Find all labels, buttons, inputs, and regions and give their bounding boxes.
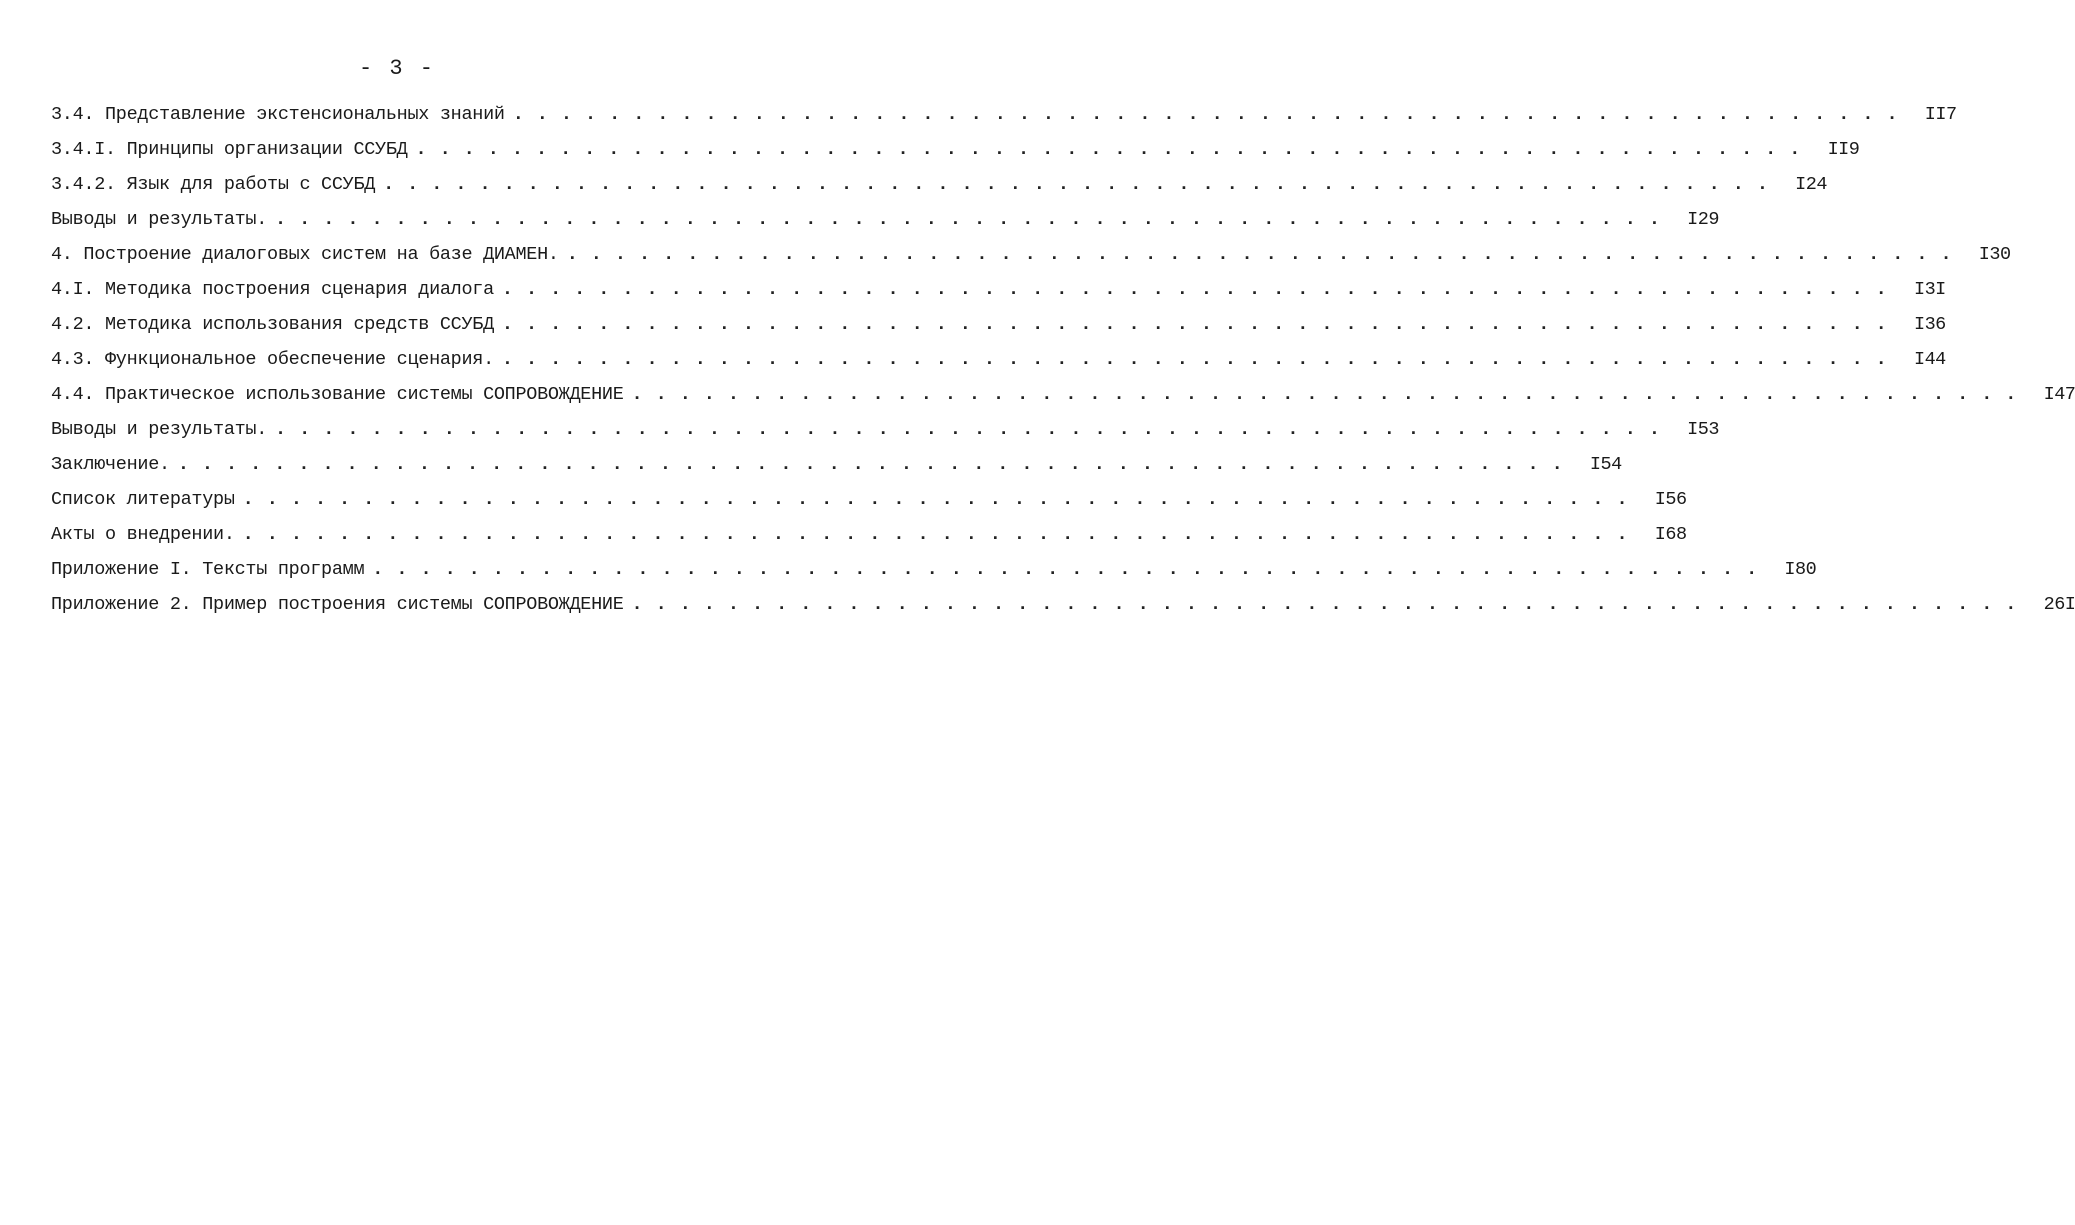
toc-entry-title: Приложение I. Тексты программ xyxy=(51,559,365,580)
toc-entry-page: 26I xyxy=(2043,594,2075,615)
toc-entry-page: I80 xyxy=(1784,559,1817,580)
toc-entry-title: 4. Построение диалоговых систем на базе ДИАМЕН. xyxy=(51,244,559,265)
toc-entry-title: Заключение. xyxy=(51,454,170,475)
toc-entry-page: I24 xyxy=(1795,174,1827,195)
toc-entry-page: I54 xyxy=(1589,454,1622,475)
toc-entry xyxy=(51,594,2075,629)
toc-entry-page: I30 xyxy=(1978,244,2011,265)
toc-entry xyxy=(51,349,1946,384)
toc-entry-title: Список литературы xyxy=(51,489,235,510)
toc-entry xyxy=(51,139,1860,174)
toc-entry xyxy=(51,244,2011,279)
toc-entry xyxy=(51,419,1719,454)
dot-leader: .......................................................... xyxy=(512,104,1911,125)
toc-entry-title: 4.3. Функциональное обеспечение сценария. xyxy=(51,349,494,370)
toc-entry-page: I44 xyxy=(1913,349,1946,370)
dot-leader: .......................................................... xyxy=(383,174,1781,195)
dot-leader: .......................................................... xyxy=(372,559,1771,580)
toc-entry xyxy=(51,384,2075,419)
toc-entry-title: Акты о внедрении. xyxy=(51,524,235,545)
dot-leader: .......................................................... xyxy=(275,419,1673,440)
dot-leader: .......................................................... xyxy=(501,314,1900,335)
dot-leader: .......................................................... xyxy=(501,279,1900,300)
toc-entry-page: I36 xyxy=(1913,314,1946,335)
dot-leader: .......................................................... xyxy=(177,454,1576,475)
toc-entry-title: 3.4.I. Принципы организации ССУБД xyxy=(51,139,408,160)
toc-entry xyxy=(51,314,1946,349)
dot-leader: .......................................................... xyxy=(242,489,1641,510)
toc-entry-title: Выводы и результаты. xyxy=(51,419,268,440)
toc-entry-page: I56 xyxy=(1654,489,1687,510)
dot-leader: .......................................................... xyxy=(501,349,1900,370)
toc-entry-page: II7 xyxy=(1924,104,1957,125)
dot-leader: .......................................................... xyxy=(566,244,1965,265)
toc-entry-title: Приложение 2. Пример построения системы СОПРОВОЖДЕНИЕ xyxy=(51,594,624,615)
toc-entry-title: 4.4. Практическое использование системы СОПРОВОЖДЕНИЕ xyxy=(51,384,624,405)
dot-leader: .......................................................... xyxy=(275,209,1673,230)
toc-entry xyxy=(51,279,1946,314)
toc-entry-page: I29 xyxy=(1687,209,1719,230)
toc-entry-title: 3.4.2. Язык для работы с ССУБД xyxy=(51,174,376,195)
dot-leader: .......................................................... xyxy=(631,384,2030,405)
toc-entry-page: I3I xyxy=(1913,279,1946,300)
dot-leader: .......................................................... xyxy=(242,524,1641,545)
toc-entry-title: 4.I. Методика построения сценария диалога xyxy=(51,279,494,300)
toc-entry-page: I68 xyxy=(1654,524,1687,545)
toc-entry xyxy=(51,209,1719,244)
dot-leader: .......................................................... xyxy=(415,139,1814,160)
toc-entry xyxy=(51,454,1622,489)
toc-entry-title: 4.2. Методика использования средств ССУБД xyxy=(51,314,494,335)
toc-entry-title: Выводы и результаты. xyxy=(51,209,268,230)
toc-entry-page: II9 xyxy=(1827,139,1860,160)
toc-entry xyxy=(51,524,1687,559)
dot-leader: .......................................................... xyxy=(631,594,2030,615)
page-number: - 3 - xyxy=(358,56,435,81)
toc-entry-page: I47 xyxy=(2043,384,2075,405)
table-of-contents xyxy=(51,104,2075,629)
toc-entry xyxy=(51,559,1817,594)
toc-entry xyxy=(51,174,1827,209)
toc-entry xyxy=(51,104,1957,139)
toc-entry-title: 3.4. Представление экстенсиональных знаний xyxy=(51,104,505,125)
toc-entry-page: I53 xyxy=(1687,419,1719,440)
toc-entry xyxy=(51,489,1687,524)
